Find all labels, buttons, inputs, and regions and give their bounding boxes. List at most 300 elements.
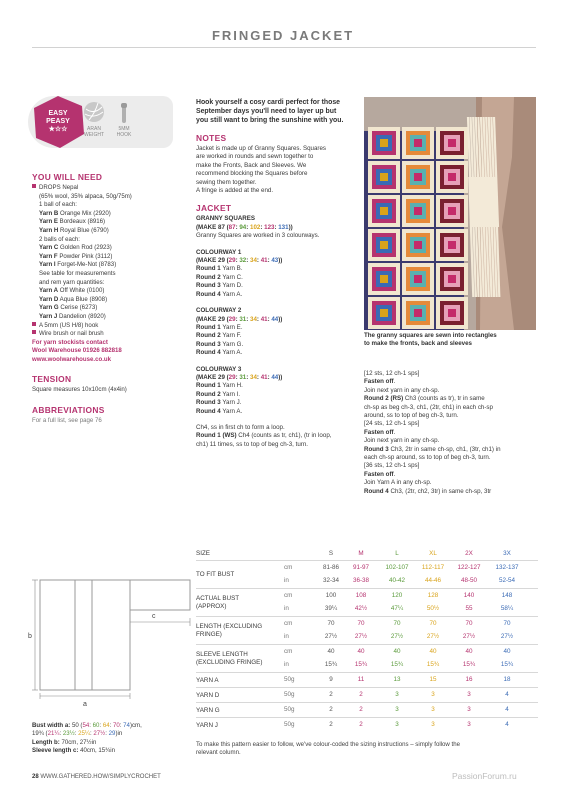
material-item xyxy=(32,270,182,279)
size-cell: 42½ xyxy=(354,605,368,612)
size-cell: 44-46 xyxy=(424,577,442,584)
colourway-3 xyxy=(196,366,362,416)
size-value: 34 xyxy=(250,257,257,265)
instruction-line xyxy=(364,420,539,428)
size-cell: 3 xyxy=(431,691,435,698)
size-row-label xyxy=(196,651,281,667)
round-line xyxy=(196,391,362,399)
size-row-divider xyxy=(196,687,538,688)
round-label: Round 2 xyxy=(196,390,221,398)
size-cell: 40 xyxy=(503,648,511,655)
size-cell: 70 xyxy=(429,620,437,627)
measure-label: Bust width a: xyxy=(32,722,71,729)
size-cell: 15¾ xyxy=(324,661,338,668)
size-cell: 70 xyxy=(393,620,401,627)
make-suffix: )) xyxy=(278,257,283,265)
instruction-line xyxy=(364,471,539,479)
material-item xyxy=(32,201,182,210)
materials-sidebar xyxy=(32,172,182,426)
size-unit: cm xyxy=(284,592,293,599)
size-cell: 70 xyxy=(503,620,511,627)
size-sep: : xyxy=(256,315,261,323)
tension-heading: TENSION xyxy=(32,374,72,385)
round-line xyxy=(196,382,362,390)
size-cell: 3 xyxy=(395,721,399,728)
granny-squares-heading: GRANNY SQUARES xyxy=(196,215,256,223)
granny-square xyxy=(380,207,388,215)
material-text: Bordeaux (8916) xyxy=(57,218,106,226)
granny-square xyxy=(448,241,456,249)
make-suffix: )) xyxy=(288,223,293,231)
size-cell: 15¾ xyxy=(500,661,514,668)
round-label: Round 1 xyxy=(196,323,221,331)
yarn-label: Yarn D xyxy=(39,295,59,303)
size-row-label-line: LENGTH (EXCLUDING xyxy=(196,623,263,630)
size-value: 29 xyxy=(228,315,236,323)
granny-square xyxy=(448,309,456,317)
round-line xyxy=(196,349,362,357)
size-value: 29 xyxy=(228,257,236,265)
material-text: Aqua Blue (8908) xyxy=(58,295,108,303)
you-will-need-heading: YOU WILL NEED xyxy=(32,172,103,182)
size-cell: 3 xyxy=(431,706,435,713)
size-row-label-line: (EXCLUDING FRINGE) xyxy=(196,659,263,666)
material-item xyxy=(32,279,182,288)
material-item xyxy=(32,236,182,245)
material-text: DROPS Nepal xyxy=(39,184,79,191)
make-prefix: (MAKE 29 ( xyxy=(196,373,229,381)
instruction-text: [36 sts, 12 ch-1 sps] xyxy=(364,462,420,470)
notes-line: make the Fronts, Back and Sleeves. We xyxy=(196,161,307,169)
material-item xyxy=(32,313,182,322)
intro-line-1: Hook yourself a cosy cardi perfect for those xyxy=(196,99,340,106)
page-number: 28 xyxy=(32,774,39,780)
size-cell: 39¼ xyxy=(324,605,338,612)
round-yarn: Yarn H. xyxy=(220,382,243,390)
round-label: Round 4 xyxy=(196,349,221,357)
colour-note-line-2: relevant column. xyxy=(196,749,241,756)
material-text: 1 ball of each: xyxy=(39,201,77,209)
size-value: 41 xyxy=(260,315,268,323)
size-sep: : xyxy=(235,373,240,381)
size-unit: in xyxy=(284,577,289,584)
size-cell: 27½ xyxy=(500,633,514,640)
jacket-photo xyxy=(364,97,536,330)
weight-line-1: ARAN xyxy=(87,126,101,132)
colourway-heading: COLOURWAY 2 xyxy=(196,307,242,315)
size-row-label-line: YARN J xyxy=(196,721,218,729)
instruction-line xyxy=(364,404,539,412)
material-item xyxy=(32,253,182,262)
yarn-label: Yarn E xyxy=(39,218,58,226)
size-unit: 50g xyxy=(284,721,295,728)
size-cell: 91-97 xyxy=(352,564,370,571)
round-label: Round 3 xyxy=(196,282,221,290)
material-text: Wire brush or nail brush xyxy=(39,330,104,338)
size-sep: : xyxy=(274,223,279,231)
material-text: See table for measurements xyxy=(39,269,116,277)
bust-width-in xyxy=(32,730,182,738)
length-line: Length b: 70cm, 27½in xyxy=(32,738,97,746)
material-item xyxy=(32,322,182,331)
size-cell: 3 xyxy=(395,691,399,698)
material-text: Off White (0100) xyxy=(58,287,105,295)
sleeve-line: Sleeve length c: 40cm, 15¾in xyxy=(32,746,115,754)
size-header-row xyxy=(196,550,538,557)
size-row-label-line: FRINGE) xyxy=(196,631,222,638)
round-yarn: Yarn A. xyxy=(220,407,243,415)
size-cell: 13 xyxy=(393,676,401,683)
size-cell: 102-107 xyxy=(385,564,409,571)
round-line xyxy=(196,324,362,332)
size-cell: 122-127 xyxy=(457,564,481,571)
round-label: Round 4 xyxy=(196,290,221,298)
measure-part: 23½ xyxy=(62,730,75,738)
material-text: Forget-Me-Not (8783) xyxy=(55,261,117,269)
measure-part: 25¼ xyxy=(78,730,90,738)
stockist-link[interactable]: www.woolwarehouse.co.uk xyxy=(32,355,112,363)
instruction-text: . xyxy=(393,428,396,436)
measure-part: : xyxy=(109,722,113,729)
granny-square xyxy=(448,207,456,215)
round-yarn: Yarn B. xyxy=(220,265,243,273)
measure-part: )in xyxy=(115,730,123,738)
size-row-label xyxy=(196,623,281,639)
measure-part: 21¼ xyxy=(47,730,60,738)
instruction-line xyxy=(364,429,539,437)
size-cell: 50½ xyxy=(426,605,440,612)
colour-code-note xyxy=(196,741,536,757)
round-label: Round 1 xyxy=(196,382,221,390)
bullet-square-icon xyxy=(32,184,36,188)
size-cell: 32-34 xyxy=(322,577,340,584)
material-item xyxy=(32,210,182,219)
tension-text: Square measures 10x10cm (4x4in) xyxy=(32,386,127,394)
colourway-1 xyxy=(196,249,362,299)
granny-square xyxy=(380,173,388,181)
size-cell: 112-117 xyxy=(421,564,445,571)
size-cell: 52-54 xyxy=(498,577,516,584)
hook-icon xyxy=(118,101,130,125)
notes-heading: NOTES xyxy=(196,133,227,143)
measure-part: 29 xyxy=(108,730,116,738)
yarn-ball-icon xyxy=(83,101,105,123)
size-row-label-line: TO FIT BUST xyxy=(196,571,235,578)
instruction-text: around, ss to top of beg ch-3, turn. xyxy=(364,412,459,420)
bust-width-cm xyxy=(32,722,182,730)
intro-line-3: you still want to bring the sunshine with you. xyxy=(196,117,344,124)
weight-line-2: WEIGHT xyxy=(84,132,104,138)
instruction-line xyxy=(364,378,539,386)
instruction-text: Ch3, 2tr in same ch-sp, ch1, (3tr, ch1) in xyxy=(388,445,501,453)
granny-square xyxy=(448,173,456,181)
granny-square xyxy=(380,241,388,249)
size-row-divider xyxy=(196,588,538,589)
size-cell: 70 xyxy=(357,620,365,627)
size-cell: 120 xyxy=(391,592,403,599)
yarn-label: Yarn C xyxy=(39,244,59,252)
size-col-head: 2X xyxy=(465,550,473,557)
size-row-divider xyxy=(196,616,538,617)
make-suffix: )) xyxy=(278,373,283,381)
size-value: 34 xyxy=(250,373,257,381)
size-sep: : xyxy=(246,315,251,323)
granny-square xyxy=(380,309,388,317)
material-item xyxy=(32,296,182,305)
instruction-text: Join Yarn A in any ch-sp. xyxy=(364,479,432,487)
material-text: Dandelion (8920) xyxy=(57,312,106,320)
caption-line-1: The granny squares are sewn into rectangles xyxy=(364,332,497,339)
round-label: Round 2 xyxy=(196,273,221,281)
yarn-label: Yarn F xyxy=(39,252,58,260)
size-unit: cm xyxy=(284,648,293,655)
size-value: 31 xyxy=(239,373,247,381)
yarn-label: Yarn A xyxy=(39,287,59,295)
round-1-ws-line-2: ch1) 11 times, ss to top of beg ch-3, turn. xyxy=(196,440,309,448)
make-prefix: (MAKE 29 ( xyxy=(196,257,229,265)
granny-square xyxy=(448,275,456,283)
size-row-label xyxy=(196,692,281,700)
instruction-line xyxy=(364,395,539,403)
round-yarn: Yarn G. xyxy=(220,340,244,348)
granny-square xyxy=(414,241,422,249)
colourway-make xyxy=(196,374,362,382)
material-item xyxy=(32,330,182,339)
round-label: Round 2 xyxy=(196,332,221,340)
size-cell: 148 xyxy=(501,592,513,599)
size-unit: 50g xyxy=(284,706,295,713)
instruction-text: Join next yarn in any ch-sp. xyxy=(364,437,440,445)
material-item xyxy=(32,193,182,202)
notes-text xyxy=(196,145,362,195)
measure-part: 74 xyxy=(123,722,130,729)
size-cell: 47¼ xyxy=(390,605,404,612)
material-item xyxy=(32,287,182,296)
size-row-label xyxy=(196,677,281,685)
jacket-heading: JACKET xyxy=(196,203,232,214)
granny-square xyxy=(414,139,422,147)
round-line xyxy=(196,282,362,290)
size-sep: : xyxy=(246,257,251,265)
size-row-label-line: ACTUAL BUST xyxy=(196,595,240,602)
round-yarn: Yarn E. xyxy=(220,323,243,331)
size-value: 31 xyxy=(239,315,247,323)
size-unit: 50g xyxy=(284,691,295,698)
yarn-label: Yarn B xyxy=(39,209,59,217)
yarn-label: Yarn I xyxy=(39,261,56,269)
size-value: 29 xyxy=(228,373,236,381)
size-cell: 15¾ xyxy=(426,661,440,668)
round-line xyxy=(196,399,362,407)
intro-line-2: September days you'll need to layer up but xyxy=(196,108,337,115)
size-value: 94 xyxy=(239,223,247,231)
notes-line: A fringe is added at the end. xyxy=(196,187,274,195)
size-cell: 40 xyxy=(465,648,473,655)
size-row-label-line: YARN G xyxy=(196,706,220,714)
round-yarn: Yarn I. xyxy=(220,390,241,398)
size-row-divider xyxy=(196,644,538,645)
size-row-label xyxy=(196,722,281,730)
instruction-text: [24 sts, 12 ch-1 sps] xyxy=(364,420,420,428)
notes-line: sewing them together. xyxy=(196,178,257,186)
header-divider xyxy=(32,47,536,48)
measure-part: 64 xyxy=(102,722,110,729)
instruction-line xyxy=(364,370,539,378)
measure-part: 54 xyxy=(82,722,90,729)
size-cell: 58¼ xyxy=(500,605,514,612)
size-cell: 48-50 xyxy=(460,577,478,584)
measure-part: : xyxy=(105,730,109,738)
instruction-text: . xyxy=(393,470,396,478)
material-item xyxy=(32,218,182,227)
size-sep: : xyxy=(246,223,251,231)
bullet-square-icon xyxy=(32,322,36,326)
size-cell: 40-42 xyxy=(388,577,406,584)
size-col-head: L xyxy=(395,550,399,557)
size-cell: 2 xyxy=(359,721,363,728)
instruction-line xyxy=(364,488,539,496)
size-cell: 40 xyxy=(357,648,365,655)
size-cell: 4 xyxy=(505,706,509,713)
round-line xyxy=(196,274,362,282)
size-cell: 40 xyxy=(429,648,437,655)
size-cell: 15¾ xyxy=(354,661,368,668)
instruction-text: ch-sp as beg ch-3, ch1, (2tr, ch1) in each ch-sp xyxy=(364,403,493,411)
stars-icon: ★☆☆ xyxy=(48,126,68,133)
size-cell: 108 xyxy=(355,592,367,599)
make-87-line xyxy=(196,224,362,232)
size-cell: 40 xyxy=(393,648,401,655)
watermark: PassionForum.ru xyxy=(452,771,517,781)
size-cell: 2 xyxy=(359,706,363,713)
granny-square xyxy=(414,173,422,181)
notes-line: recommend blocking the Squares before xyxy=(196,170,308,178)
size-cell: 27½ xyxy=(426,633,440,640)
material-item xyxy=(32,227,182,236)
size-unit: in xyxy=(284,633,289,640)
material-text: (65% wool, 35% alpaca, 50g/75m) xyxy=(39,192,132,200)
size-cell: 132-137 xyxy=(495,564,519,571)
size-value: 34 xyxy=(250,315,257,323)
granny-square xyxy=(448,139,456,147)
size-row-label-line: SLEEVE LENGTH xyxy=(196,651,248,658)
material-item xyxy=(32,261,182,270)
hook-line-2: HOOK xyxy=(116,132,132,138)
caption-line-2: to make the fronts, back and sleeves xyxy=(364,340,472,348)
size-cell: 2 xyxy=(329,721,333,728)
size-sep: : xyxy=(235,223,240,231)
difficulty-line-1: EASY xyxy=(48,110,68,117)
abbreviations-text: For a full list, see page 76 xyxy=(32,417,102,425)
measure-part: 60 xyxy=(92,722,100,729)
size-row-label-line: (APPROX) xyxy=(196,603,227,610)
material-item xyxy=(32,184,182,193)
round-label: Round 4 xyxy=(196,407,221,415)
size-cell: 40 xyxy=(327,648,335,655)
colourway-heading: COLOURWAY 1 xyxy=(196,248,242,256)
measure-part: 50 ( xyxy=(70,722,83,729)
size-value: 102 xyxy=(250,223,261,231)
granny-square xyxy=(414,275,422,283)
size-row-label xyxy=(196,707,281,715)
measure-part: : xyxy=(74,730,79,738)
size-cell: 81-86 xyxy=(322,564,340,571)
material-text: and rem yarn quantities: xyxy=(39,278,105,286)
measure-part: )cm, xyxy=(129,722,142,729)
size-value: 44 xyxy=(271,315,279,323)
round-yarn: Yarn F. xyxy=(220,332,242,340)
instruction-text: Join next yarn in any ch-sp. xyxy=(364,386,440,394)
size-cell: 3 xyxy=(467,691,471,698)
abbreviations-heading: ABBREVIATIONS xyxy=(32,405,105,416)
size-value: 131 xyxy=(278,223,289,231)
material-text: Orange Mix (2920) xyxy=(58,209,111,217)
size-sep: : xyxy=(235,257,240,265)
notes-line: are worked in rounds and sewn together to xyxy=(196,153,314,161)
size-value: 41 xyxy=(260,373,268,381)
round-label: Round 1 xyxy=(196,265,221,273)
size-cell: 15 xyxy=(429,676,437,683)
pattern-column-2 xyxy=(364,370,539,496)
granny-square xyxy=(380,275,388,283)
size-cell: 27½ xyxy=(324,633,338,640)
size-row-label xyxy=(196,571,281,579)
size-value: 87 xyxy=(228,223,236,231)
size-cell: 27½ xyxy=(390,633,404,640)
instruction-bold: Fasten off xyxy=(364,428,394,436)
instruction-line xyxy=(364,454,539,462)
footer-url[interactable]: WWW.GATHERED.HOW/SIMPLYCROCHET xyxy=(38,774,161,780)
colour-note-line-1: To make this pattern easier to follow, we've colour-coded the sizing instructions – simply follow the xyxy=(196,741,460,748)
jacket-photo-illustration xyxy=(364,97,536,330)
bullet-square-icon xyxy=(32,330,36,334)
instruction-text: Ch3, (2tr, ch2, 3tr) in same ch-sp, 3tr xyxy=(388,487,492,495)
notes-line: Jacket is made up of Granny Squares. Squares xyxy=(196,145,327,152)
difficulty-line-2: PEASY xyxy=(46,118,70,125)
round-line xyxy=(196,408,362,416)
size-cell: 36-38 xyxy=(352,577,370,584)
instruction-line xyxy=(364,479,539,487)
instruction-bold: Round 2 (RS) xyxy=(364,395,404,403)
round-yarn: Yarn D. xyxy=(220,282,243,290)
round-line xyxy=(196,332,362,340)
size-cell: 55 xyxy=(465,605,473,612)
material-text: Cerise (6273) xyxy=(58,304,98,312)
size-cell: 128 xyxy=(427,592,439,599)
size-value: 44 xyxy=(271,373,279,381)
colourway-make xyxy=(196,257,362,265)
measure-part: : xyxy=(99,722,103,729)
size-col-head: M xyxy=(358,550,364,557)
size-sep: : xyxy=(256,373,261,381)
instruction-text: each ch-sp around, ss to top of beg ch-3, turn. xyxy=(364,454,491,462)
round-label: Round 3 xyxy=(196,399,221,407)
colourway-heading: COLOURWAY 3 xyxy=(196,365,242,373)
measure-part: : xyxy=(90,730,94,738)
yarn-label: Yarn H xyxy=(39,226,59,234)
size-value: 32 xyxy=(239,257,247,265)
size-cell: 140 xyxy=(463,592,475,599)
size-cell: 4 xyxy=(505,691,509,698)
photo-caption xyxy=(364,332,539,349)
size-col-head: S xyxy=(328,550,334,557)
granny-square xyxy=(414,309,422,317)
size-sep: : xyxy=(235,315,240,323)
materials-list xyxy=(32,184,182,339)
size-row-label xyxy=(196,595,281,611)
size-value: 123 xyxy=(264,223,275,231)
instruction-bold: Fasten off xyxy=(364,470,394,478)
